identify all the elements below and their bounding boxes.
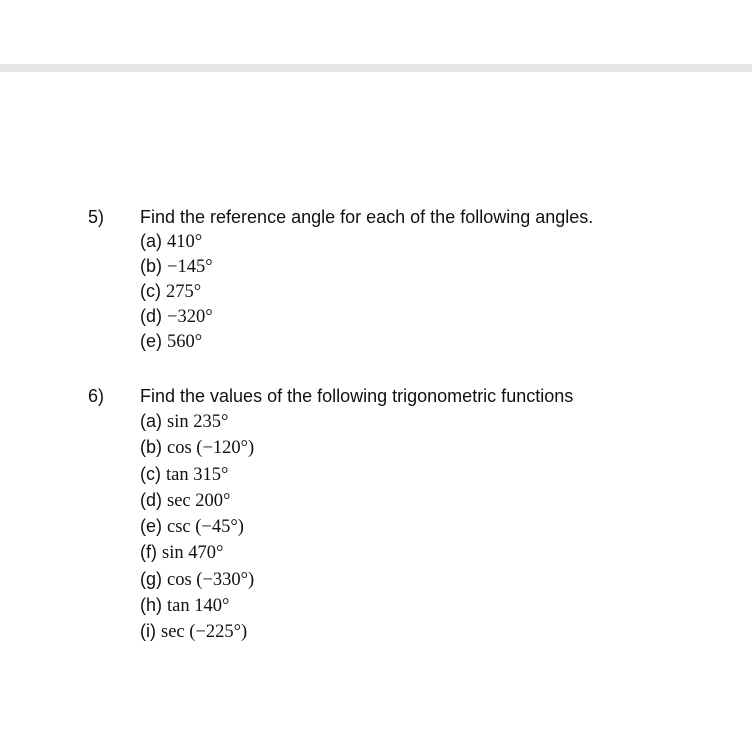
part-label: (d) — [140, 306, 162, 326]
part-item-e — [140, 513, 573, 539]
part-expression: −320° — [167, 307, 213, 327]
part-label: (a) — [140, 231, 162, 251]
part-item-e — [140, 329, 593, 354]
part-item-f — [140, 539, 573, 565]
problem-number: 6) — [88, 386, 105, 406]
part-item-g — [140, 566, 573, 592]
part-label: (b) — [140, 437, 162, 458]
part-label: (g) — [140, 568, 162, 589]
part-item-a — [140, 408, 573, 434]
part-list — [140, 408, 573, 645]
part-expression: −145° — [167, 257, 213, 277]
part-label: (f) — [140, 542, 157, 563]
part-expression: csc (−45°) — [167, 517, 244, 538]
part-expression: cos (−120°) — [167, 438, 255, 459]
problem-number: 5) — [88, 207, 105, 227]
part-label: (e) — [140, 331, 162, 351]
part-expression: 275° — [166, 282, 202, 302]
part-list — [140, 229, 593, 354]
part-label: (h) — [140, 595, 162, 616]
top-divider-band — [0, 64, 752, 72]
part-label: (c) — [140, 463, 161, 484]
part-label: (c) — [140, 281, 161, 301]
part-expression: sin 235° — [167, 412, 229, 432]
part-item-h — [140, 592, 573, 618]
problem-body — [140, 384, 573, 645]
part-item-d — [140, 487, 573, 513]
part-item-b — [140, 434, 573, 460]
part-item-a — [140, 229, 593, 254]
part-item-c — [140, 461, 573, 487]
problem-body — [140, 205, 593, 354]
part-label: (d) — [140, 489, 162, 510]
part-item-d — [140, 304, 593, 329]
part-label: (b) — [140, 256, 162, 276]
problem-prompt: Find the reference angle for each of the following angles. — [140, 207, 594, 227]
part-label: (a) — [140, 411, 162, 431]
part-expression: cos (−330°) — [167, 569, 255, 590]
part-expression: tan 140° — [167, 596, 230, 617]
part-item-i — [140, 618, 573, 644]
problem-prompt: Find the values of the following trigonometric functions — [140, 386, 574, 406]
part-label: (i) — [140, 621, 156, 642]
part-expression: sin 470° — [162, 543, 224, 564]
part-expression: sec (−225°) — [161, 622, 248, 643]
part-expression: sec 200° — [167, 490, 231, 511]
part-item-b — [140, 254, 593, 279]
part-expression: tan 315° — [166, 464, 229, 485]
part-label: (e) — [140, 516, 162, 537]
part-expression: 560° — [167, 332, 203, 352]
part-item-c — [140, 279, 593, 304]
part-expression: 410° — [167, 232, 203, 252]
